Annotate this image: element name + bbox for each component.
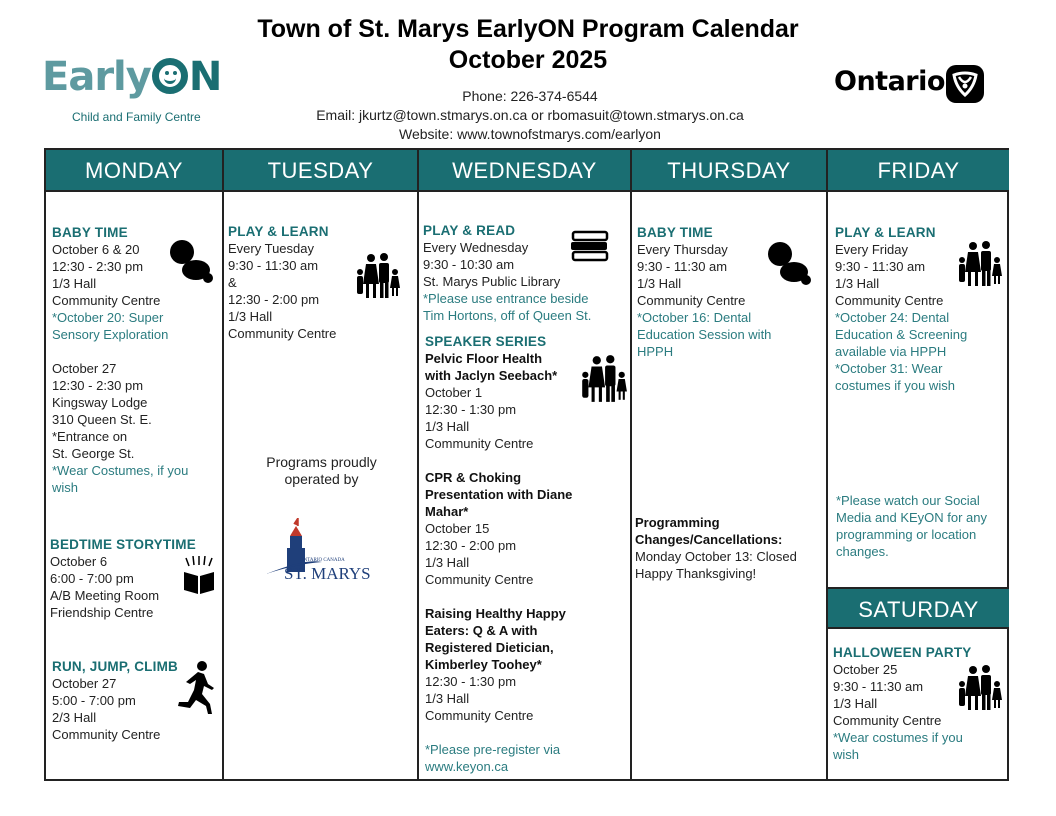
event-line: Every Friday (835, 242, 908, 257)
event-note: *Wear costumes if you (833, 730, 963, 745)
event-note: wish (833, 747, 860, 762)
event-note: *October 20: Super (52, 310, 164, 325)
magic-book-icon (180, 556, 218, 596)
smiley-icon (152, 58, 188, 94)
event-line: October 27 (52, 676, 117, 691)
talk-title: CPR & Choking (425, 470, 522, 485)
event-line: 9:30 - 11:30 am (637, 259, 728, 274)
event-line: A/B Meeting Room (50, 588, 160, 603)
talk-title: with Jaclyn Seebach* (425, 368, 558, 383)
note-line: changes. (836, 544, 889, 559)
event-note: *October 31: Wear (835, 361, 943, 376)
event-line: 6:00 - 7:00 pm (50, 571, 134, 586)
family-icon (577, 354, 629, 404)
talk-title: Registered Dietician, (425, 640, 554, 655)
column-tuesday (224, 150, 419, 779)
family-icon (954, 240, 1004, 288)
event-line: & (228, 275, 237, 290)
column-monday (46, 150, 224, 779)
event-title: RUN, JUMP, CLIMB (52, 659, 178, 674)
page-subtitle: October 2025 (448, 46, 608, 74)
event-line: 1/3 Hall (835, 276, 880, 291)
st-marys-logo-small: ONTARIO CANADA (300, 558, 345, 563)
talk-title: Kimberley Toohey* (425, 657, 542, 672)
event-title: BABY TIME (637, 225, 713, 240)
note-line: Media and KEyON for any (836, 510, 988, 525)
operated-by-line: operated by (284, 471, 359, 487)
event-note: costumes if you wish (835, 378, 955, 393)
event-line: Community Centre (52, 727, 161, 742)
event-line: 12:30 - 1:30 pm (425, 402, 517, 417)
event-line: Every Thursday (637, 242, 728, 257)
event-line: 9:30 - 10:30 am (423, 257, 515, 272)
day-header-saturday: SATURDAY (828, 587, 1009, 629)
event-line: 1/3 Hall (52, 276, 97, 291)
event-note: *Wear Costumes, if you (52, 463, 189, 478)
event-note: Education Session with (637, 327, 772, 342)
event-line: St. George St. (52, 446, 135, 461)
event-line: October 6 (50, 554, 108, 569)
event-note: *October 24: Dental (835, 310, 950, 325)
operated-by-line: Programs proudly (266, 454, 377, 470)
event-title: PLAY & READ (423, 223, 516, 238)
event-line: 310 Queen St. E. (52, 412, 152, 427)
event-note: available via HPPH (835, 344, 947, 359)
talk-title: Pelvic Floor Health (425, 351, 543, 366)
event-note: Education & Screening (835, 327, 968, 342)
event-line: 9:30 - 11:30 am (833, 679, 924, 694)
programming-changes (635, 514, 827, 582)
day-header-tuesday: TUESDAY (224, 150, 417, 192)
day-header-wednesday: WEDNESDAY (419, 150, 630, 192)
event-line: October 1 (425, 385, 483, 400)
talk-title: Presentation with Diane (425, 487, 573, 502)
calendar-grid (44, 148, 1009, 781)
event-line: 1/3 Hall (833, 696, 878, 711)
event-title: BABY TIME (52, 225, 128, 240)
column-thursday (632, 150, 828, 779)
crawling-baby-icon (766, 240, 812, 288)
operated-by-text (224, 454, 419, 488)
event-line: October 6 & 20 (52, 242, 140, 257)
note-line: programming or location (836, 527, 977, 542)
event-note: www.keyon.ca (425, 759, 509, 774)
changes-line: Happy Thanksgiving! (635, 566, 757, 581)
event-note: *October 16: Dental (637, 310, 752, 325)
page-title: Town of St. Marys EarlyON Program Calendar (257, 15, 799, 43)
event-note: Tim Hortons, off of Queen St. (423, 308, 592, 323)
website-text: Website: www.townofstmarys.com/earlyon (399, 126, 661, 142)
event-title: SPEAKER SERIES (425, 334, 547, 349)
event-line: Friendship Centre (50, 605, 154, 620)
event-line: Every Tuesday (228, 241, 314, 256)
ontario-logo-text: Ontario (834, 66, 945, 97)
event-line: 1/3 Hall (637, 276, 682, 291)
earlyon-logo-text: Early (42, 54, 151, 100)
event-line: Community Centre (52, 293, 161, 308)
event-line: Community Centre (425, 436, 534, 451)
changes-title: Programming (635, 515, 720, 530)
event-line: 12:30 - 2:30 pm (52, 259, 144, 274)
event-line: Community Centre (835, 293, 944, 308)
event-line: October 15 (425, 521, 490, 536)
event-line: Community Centre (425, 572, 534, 587)
talk-title: Mahar* (425, 504, 469, 519)
talk-title: Eaters: Q & A with (425, 623, 538, 638)
crawling-baby-icon (168, 238, 214, 286)
event-line: Kingsway Lodge (52, 395, 148, 410)
event-line: St. Marys Public Library (423, 274, 561, 289)
event-line: 9:30 - 11:30 am (835, 259, 926, 274)
event-line: 1/3 Hall (425, 419, 470, 434)
event-line: *Entrance on (52, 429, 128, 444)
event-note: wish (52, 480, 79, 495)
event-line: Community Centre (228, 326, 337, 341)
day-header-friday: FRIDAY (828, 150, 1009, 192)
earlyon-subtitle: Child and Family Centre (72, 110, 201, 124)
family-icon (954, 664, 1004, 712)
event-note: HPPH (637, 344, 674, 359)
event-line: 1/3 Hall (425, 555, 470, 570)
event-note: Sensory Exploration (52, 327, 169, 342)
phone-text: Phone: 226-374-6544 (462, 88, 598, 104)
event-line: 12:30 - 2:00 pm (425, 538, 517, 553)
note-line: *Please watch our Social (836, 493, 980, 508)
event-title: BEDTIME STORYTIME (50, 537, 196, 552)
event-line: 12:30 - 1:30 pm (425, 674, 517, 689)
event-line: 2/3 Hall (52, 710, 97, 725)
family-icon (352, 252, 402, 300)
talk-title: Raising Healthy Happy (425, 606, 566, 621)
event-line: 9:30 - 11:30 am (228, 258, 319, 273)
event-line: Community Centre (425, 708, 534, 723)
event-line: October 27 (52, 361, 117, 376)
books-icon (569, 230, 611, 262)
email-text: Email: jkurtz@town.stmarys.on.ca or rbomasuit@town.stmarys.on.ca (316, 107, 744, 123)
event-title: PLAY & LEARN (835, 225, 936, 240)
event-note: *Please use entrance beside (423, 291, 589, 306)
event-line: 12:30 - 2:30 pm (52, 378, 144, 393)
st-marys-logo-text: ST. MARYS (284, 564, 371, 583)
earlyon-logo-n: N (188, 54, 222, 100)
social-media-note (836, 492, 1008, 560)
event-line: 1/3 Hall (228, 309, 273, 324)
runner-icon (174, 660, 220, 718)
changes-title: Changes/Cancellations: (635, 532, 783, 547)
event-title: HALLOWEEN PARTY (833, 645, 972, 660)
earlyon-logo (42, 52, 221, 102)
day-header-monday: MONDAY (46, 150, 222, 192)
column-wednesday (419, 150, 632, 779)
event-line: Every Wednesday (423, 240, 529, 255)
column-friday (828, 150, 1009, 779)
event-title: PLAY & LEARN (228, 224, 329, 239)
event-line: Community Centre (637, 293, 746, 308)
st-marys-logo (266, 518, 376, 598)
event-line: 12:30 - 2:00 pm (228, 292, 320, 307)
event-line: October 25 (833, 662, 898, 677)
trillium-icon (946, 65, 984, 103)
event-note: *Please pre-register via (425, 742, 561, 757)
event-line: 5:00 - 7:00 pm (52, 693, 136, 708)
day-header-thursday: THURSDAY (632, 150, 826, 192)
event-line: 1/3 Hall (425, 691, 470, 706)
changes-line: Monday October 13: Closed (635, 549, 797, 564)
event-line: Community Centre (833, 713, 942, 728)
